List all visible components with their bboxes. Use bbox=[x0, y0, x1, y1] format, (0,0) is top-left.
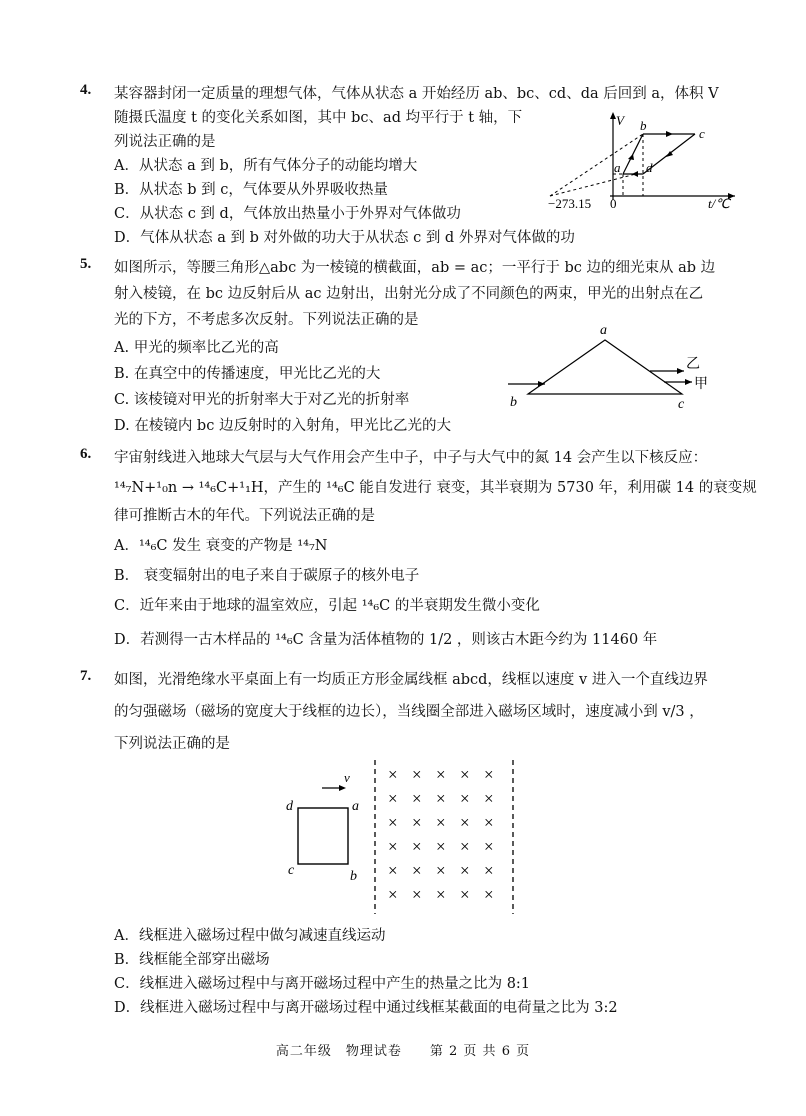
option-b: B．从状态 b 到 c，气体要从外界吸收热量 bbox=[114, 182, 388, 198]
v-axis-label: V bbox=[616, 113, 624, 128]
question-text: 宇宙射线进入地球大气层与大气作用会产生中子，中子与大气中的氮 14 会产生以下核反应： bbox=[114, 450, 708, 466]
question-text: ¹⁴₇N+¹₀n → ¹⁴₆C+¹₁H，产生的 ¹⁴₆C 能自发进行 衰变，其半衰期为 5730 年，利用碳 14 的衰变规 bbox=[114, 480, 757, 496]
point-d-label: d bbox=[646, 160, 653, 175]
question-text: 某容器封闭一定质量的理想气体，气体从状态 a 开始经历 ab、bc、cd、da 后回到 a，体积 V bbox=[114, 86, 719, 102]
question-text: 列说法正确的是 bbox=[114, 134, 216, 150]
field-cross: × bbox=[484, 765, 494, 784]
field-cross: × bbox=[484, 861, 494, 880]
option-a: A．¹⁴₆C 发生 衰变的产物是 ¹⁴₇N bbox=[114, 538, 328, 554]
question-text: 下列说法正确的是 bbox=[114, 736, 230, 752]
corner-b-label: b bbox=[350, 869, 357, 884]
question-number: 6. bbox=[80, 446, 92, 462]
field-cross: × bbox=[460, 813, 470, 832]
field-cross: × bbox=[436, 885, 446, 904]
field-cross: × bbox=[388, 885, 398, 904]
field-cross: × bbox=[412, 813, 422, 832]
page-footer: 高二年级 物理试卷 第 2 页 共 6 页 bbox=[275, 1044, 531, 1059]
field-cross: × bbox=[484, 789, 494, 808]
corner-c-label: c bbox=[288, 863, 295, 878]
field-cross: × bbox=[460, 789, 470, 808]
question-text: 的匀强磁场（磁场的宽度大于线框的边长），当线圈全部进入磁场区域时，速度减小到 v/3 ， bbox=[114, 704, 704, 720]
option-d: D．线框进入磁场过程中与离开磁场过程中通过线框某截面的电荷量之比为 3:2 bbox=[114, 1000, 618, 1016]
question-text: 如图，光滑绝缘水平桌面上有一均质正方形金属线框 abcd，线框以速度 v 进入一个直线边界 bbox=[114, 672, 708, 688]
field-cross: × bbox=[388, 765, 398, 784]
option-b: B. 在真空中的传播速度，甲光比乙光的大 bbox=[114, 366, 381, 382]
field-cross: × bbox=[412, 861, 422, 880]
q5-prism-diagram bbox=[500, 316, 710, 412]
field-cross: × bbox=[436, 765, 446, 784]
corner-a-label: a bbox=[352, 799, 359, 814]
field-cross: × bbox=[484, 837, 494, 856]
field-cross: × bbox=[484, 813, 494, 832]
option-a: A. 甲光的频率比乙光的高 bbox=[114, 340, 279, 356]
question-text: 如图所示，等腰三角形△abc 为一棱镜的横截面，ab = ac；一平行于 bc 边的细光束从 ab 边 bbox=[114, 260, 716, 276]
point-a-label: a bbox=[614, 160, 621, 175]
vertex-b-label: b bbox=[510, 395, 517, 410]
option-d: D．若测得一古木样品的 ¹⁴₆C 含量为活体植物的 1/2 ，则该古木距今约为 11460 年 bbox=[114, 632, 658, 648]
velocity-label: v bbox=[344, 770, 350, 785]
field-cross: × bbox=[460, 837, 470, 856]
option-c: C. 该棱镜对甲光的折射率大于对乙光的折射率 bbox=[114, 392, 410, 408]
field-cross: × bbox=[460, 861, 470, 880]
field-cross: × bbox=[460, 885, 470, 904]
field-cross: × bbox=[484, 885, 494, 904]
option-a: A．线框进入磁场过程中做匀减速直线运动 bbox=[114, 928, 386, 944]
question-text: 律可推断古木的年代。下列说法正确的是 bbox=[114, 508, 375, 524]
field-cross: × bbox=[412, 765, 422, 784]
field-cross: × bbox=[460, 765, 470, 784]
corner-d-label: d bbox=[286, 799, 293, 814]
vertex-c-label: c bbox=[678, 397, 685, 412]
field-cross: × bbox=[436, 813, 446, 832]
option-d: D. 在棱镜内 bc 边反射时的入射角，甲光比乙光的大 bbox=[114, 418, 451, 434]
question-text: 光的下方，不考虑多次反射。下列说法正确的是 bbox=[114, 312, 419, 328]
field-cross: × bbox=[436, 861, 446, 880]
question-number: 4. bbox=[80, 82, 92, 98]
question-number: 5. bbox=[80, 256, 92, 272]
field-cross: × bbox=[412, 837, 422, 856]
field-cross: × bbox=[388, 837, 398, 856]
option-b: B． 衰变辐射出的电子来自于碳原子的核外电子 bbox=[114, 568, 420, 584]
beam-yi-label: 乙 bbox=[686, 357, 700, 372]
option-a: A．从状态 a 到 b，所有气体分子的动能均增大 bbox=[114, 158, 418, 174]
neg-temp-label: −273.15 bbox=[548, 196, 592, 211]
point-b-label: b bbox=[640, 118, 647, 133]
option-b: B．线框能全部穿出磁场 bbox=[114, 952, 270, 968]
field-crosses bbox=[388, 765, 494, 904]
question-text: 随摄氏温度 t 的变化关系如图，其中 bc、ad 均平行于 t 轴，下 bbox=[114, 110, 523, 126]
field-cross: × bbox=[436, 789, 446, 808]
q4-vt-diagram bbox=[540, 108, 740, 212]
origin-label: 0 bbox=[610, 196, 617, 211]
question-text: 射入棱镜，在 bc 边反射后从 ac 边射出，出射光分成了不同颜色的两束，甲光的出射点在乙 bbox=[114, 286, 704, 302]
field-cross: × bbox=[412, 885, 422, 904]
field-cross: × bbox=[388, 861, 398, 880]
field-cross: × bbox=[388, 789, 398, 808]
field-cross: × bbox=[436, 837, 446, 856]
field-cross: × bbox=[412, 789, 422, 808]
option-d: D．气体从状态 a 到 b 对外做的功大于从状态 c 到 d 外界对气体做的功 bbox=[114, 230, 575, 246]
beam-jia-label: 甲 bbox=[694, 377, 708, 392]
question-number: 7. bbox=[80, 668, 92, 684]
vertex-a-label: a bbox=[600, 323, 607, 338]
point-c-label: c bbox=[699, 126, 705, 141]
option-c: C．从状态 c 到 d，气体放出热量小于外界对气体做功 bbox=[114, 206, 461, 222]
option-c: C．近年来由于地球的温室效应，引起 ¹⁴₆C 的半衰期发生微小变化 bbox=[114, 598, 540, 614]
t-axis-label: t/℃ bbox=[708, 196, 730, 211]
option-c: C．线框进入磁场过程中与离开磁场过程中产生的热量之比为 8:1 bbox=[114, 976, 531, 992]
field-cross: × bbox=[388, 813, 398, 832]
q7-magnetic-field-diagram bbox=[280, 758, 520, 918]
